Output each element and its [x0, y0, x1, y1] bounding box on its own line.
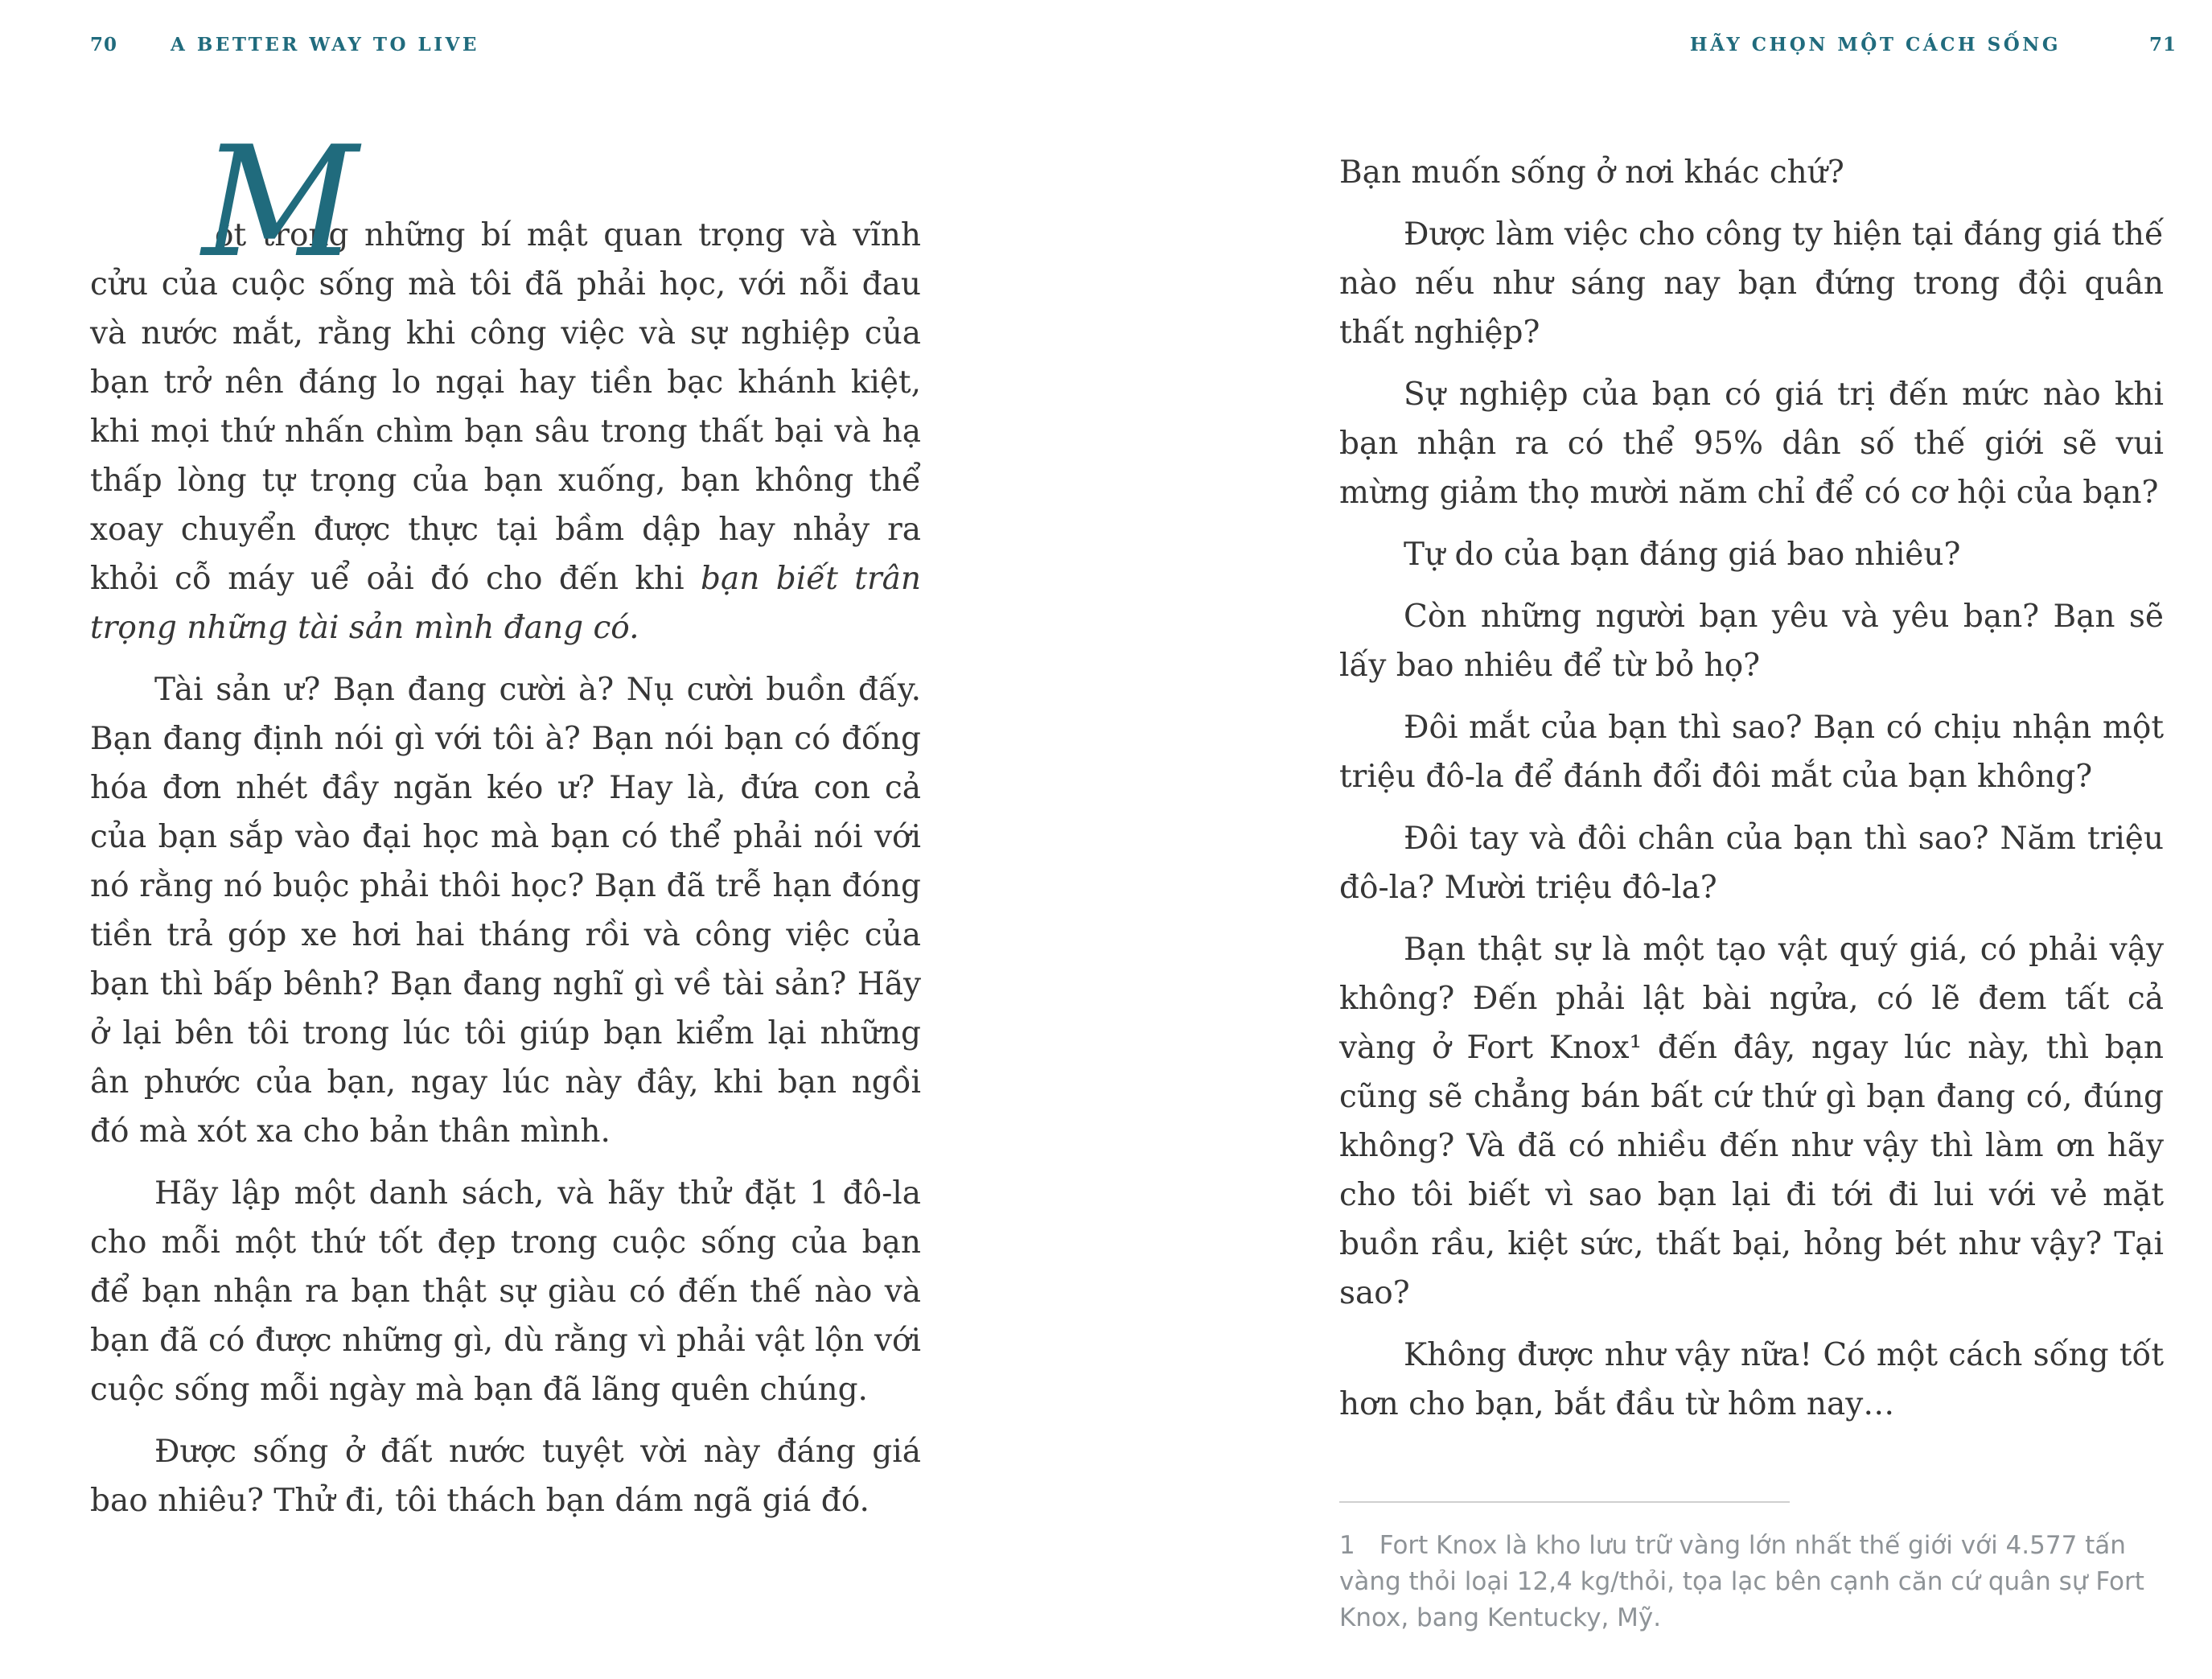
opening-paragraph	[90, 113, 921, 652]
running-header-title-right: HÃY CHỌN MỘT CÁCH SỐNG	[1689, 34, 2061, 56]
paragraph: Hãy lập một danh sách, và hãy thử đặt 1 đô-la cho mỗi một thứ tốt đẹp trong cuộc sống của bạn để bạn nhận ra bạn thật sự giàu có đến thế nào và bạn đã có được những gì, dù rằng vì phải vật lộn với cuộc sống mỗi ngày mà bạn đã lãng quên chúng.	[90, 1175, 921, 1408]
dropcap-letter: M	[202, 113, 359, 291]
opening-text: ột trong những bí mật quan trọng và vĩnh cửu của cuộc sống mà tôi đã phải học, với nỗi đau và nước mắt, rằng khi công việc và sự nghiệp của bạn trở nên đáng lo ngại hay tiền bạc khánh kiệt, khi mọi thứ nhấn chìm bạn sâu trong thất bại và hạ thấp lòng tự trọng của bạn xuống, bạn không thể xoay chuyển được thực tại bầm dập hay nhảy ra khỏi cỗ máy uể oải đó cho đến khi	[90, 217, 921, 597]
running-head-left	[90, 34, 479, 56]
paragraph: Tự do của bạn đáng giá bao nhiêu?	[1404, 537, 1961, 573]
footnote	[1339, 1528, 2165, 1636]
paragraph: Không được như vậy nữa! Có một cách sống tốt hơn cho bạn, bắt đầu từ hôm nay…	[1339, 1337, 2164, 1422]
page-body-right	[1339, 0, 2164, 1429]
paragraph: Còn những người bạn yêu và yêu bạn? Bạn sẽ lấy bao nhiêu để từ bỏ họ?	[1339, 599, 2164, 684]
footnote-text: Fort Knox là kho lưu trữ vàng lớn nhất thế giới với 4.577 tấn vàng thỏi loại 12,4 kg/thỏi, tọa lạc bên cạnh căn cứ quân sự Fort Knox, bang Kentucky, Mỹ.	[1339, 1531, 2144, 1632]
page-number-right: 71	[2148, 34, 2177, 56]
footnote-rule	[1339, 1501, 1790, 1503]
footnote-block	[1339, 1501, 2165, 1661]
page-right	[1106, 0, 2212, 1679]
paragraph: Bạn thật sự là một tạo vật quý giá, có phải vậy không? Đến phải lật bài ngửa, có lẽ đem tất cả vàng ở Fort Knox¹ đến đây, ngay lúc này, thì bạn cũng sẽ chẳng bán bất cứ thứ gì bạn đang có, đúng không? Và đã có nhiều đến như vậy thì làm ơn hãy cho tôi biết vì sao bạn lại đi tới đi lui với vẻ mặt buồn rầu, kiệt sức, thất bại, hỏng bét như vậy? Tại sao?	[1339, 932, 2164, 1311]
opening-text-italic: bạn biết trân trọng những tài sản mình đang có.	[90, 561, 921, 646]
page-number-left: 70	[90, 34, 118, 56]
footnote-marker: 1	[1339, 1531, 1355, 1560]
page-body-left	[90, 0, 921, 1525]
paragraph: Được sống ở đất nước tuyệt vời này đáng giá bao nhiêu? Thử đi, tôi thách bạn dám ngã giá đó.	[90, 1434, 921, 1519]
running-header-title-left: A BETTER WAY TO LIVE	[171, 34, 479, 56]
paragraph: Đôi mắt của bạn thì sao? Bạn có chịu nhận một triệu đô-la để đánh đổi đôi mắt của bạn không?	[1339, 710, 2164, 795]
paragraph: Sự nghiệp của bạn có giá trị đến mức nào khi bạn nhận ra có thể 95% dân số thế giới sẽ vui mừng giảm thọ mười năm chỉ để có cơ hội của bạn?	[1339, 377, 2164, 511]
paragraph: Tài sản ư? Bạn đang cười à? Nụ cười buồn đấy. Bạn đang định nói gì với tôi à? Bạn nói bạn có đống hóa đơn nhét đầy ngăn kéo ư? Hay là, đứa con cả của bạn sắp vào đại học mà bạn có thể phải nói với nó rằng nó buộc phải thôi học? Bạn đã trễ hạn đóng tiền trả góp xe hơi hai tháng rồi và công việc của bạn thì bấp bênh? Bạn đang nghĩ gì về tài sản? Hãy ở lại bên tôi trong lúc tôi giúp bạn kiểm lại những ân phước của bạn, ngay lúc này đây, khi bạn ngồi đó mà xót xa cho bản thân mình.	[90, 672, 921, 1150]
paragraph: Đôi tay và đôi chân của bạn thì sao? Năm triệu đô-la? Mười triệu đô-la?	[1339, 821, 2164, 906]
running-head-right	[1690, 34, 2177, 56]
paragraph: Bạn muốn sống ở nơi khác chứ?	[1339, 154, 1844, 191]
paragraph: Được làm việc cho công ty hiện tại đáng giá thế nào nếu như sáng nay bạn đứng trong đội quân thất nghiệp?	[1339, 216, 2164, 351]
